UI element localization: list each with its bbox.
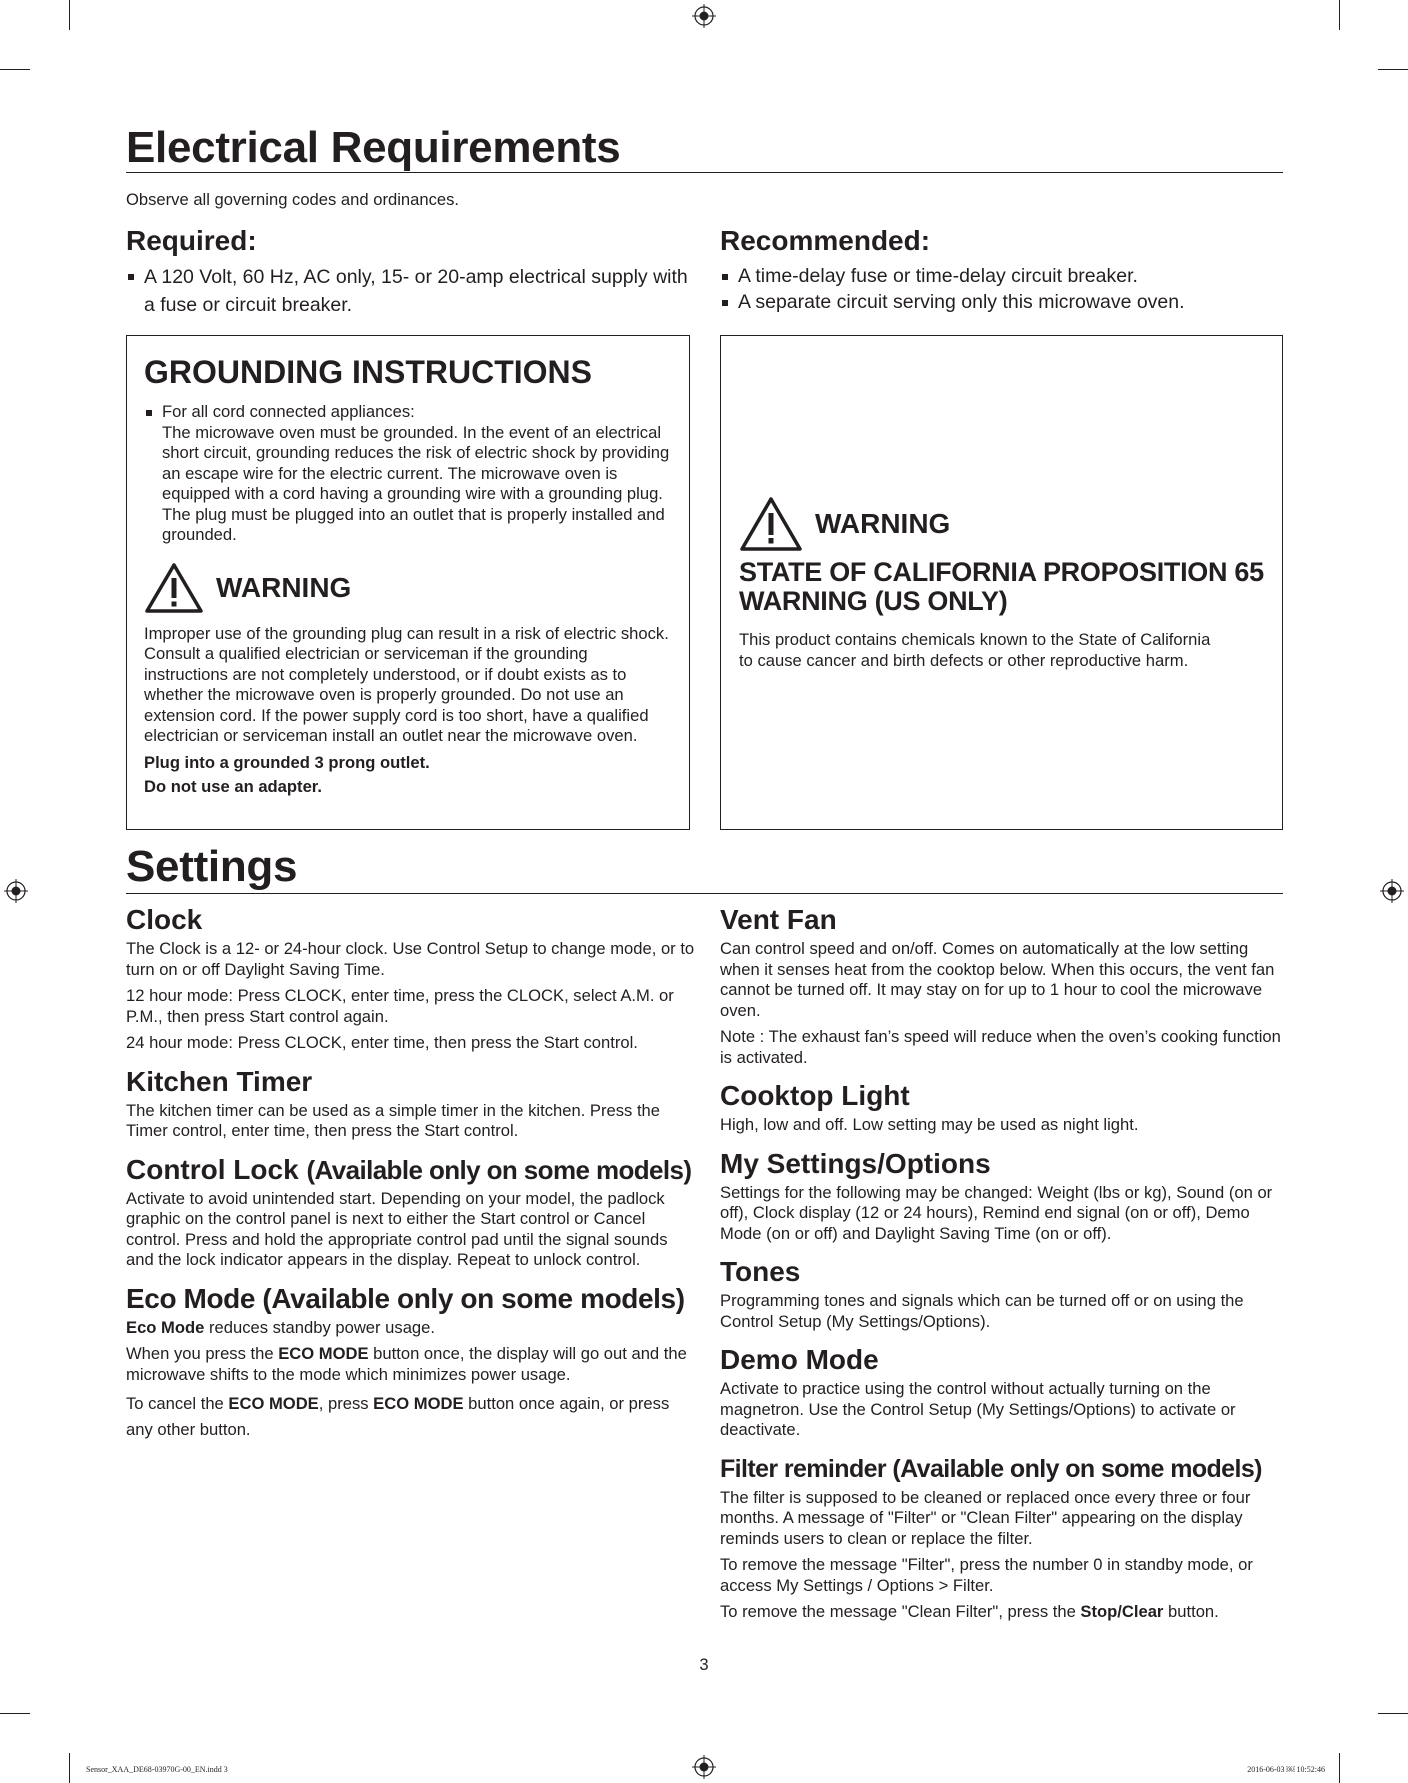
clock-text: 24 hour mode: Press CLOCK, enter time, then press the Start control. — [126, 1033, 638, 1052]
clock-heading: Clock — [126, 904, 203, 935]
registration-mark-icon — [692, 4, 716, 28]
vent-fan-text: Can control speed and on/off. Comes on automatically at the low setting when it senses heat from the cooktop below. When this occurs, the vent fan cannot be turned off. It may stay on for up to 1 hour to cool the microwave oven. — [720, 939, 1275, 1020]
prop65-heading: STATE OF CALIFORNIA PROPOSITION 65 WARNING (US ONLY) — [739, 557, 1264, 616]
crop-mark — [1378, 1713, 1408, 1714]
recommended-heading: Recommended: — [720, 225, 931, 256]
eco-mode-text — [126, 1344, 696, 1385]
eco-mode-bold: ECO MODE — [373, 1394, 464, 1413]
footer-file-name: Sensor_XAA_DE68-03970G-00_EN.indd 3 — [86, 1765, 228, 1774]
settings-right-column — [720, 904, 1285, 1629]
grounding-warning-text: Improper use of the grounding plug can result in a risk of electric shock. Consult a qualified electrician or serviceman if the grounding instructions are not completely understood, or if doubt exists as to whether the microwave oven is properly grounded. Do not use an extension cord. If the power supply cord is too short, have a qualified electrician or serviceman install an outlet near the microwave oven. — [144, 623, 669, 745]
crop-mark — [0, 69, 30, 70]
title-rule — [126, 172, 1283, 173]
prop65-text: This product contains chemicals known to the State of California to cause cancer and birth defects or other reproductive harm. — [739, 630, 1211, 670]
tones-heading: Tones — [720, 1256, 801, 1287]
eco-mode-bold: Eco Mode — [126, 1317, 205, 1337]
required-item: A 120 Volt, 60 Hz, AC only, 15- or 20-amp electrical supply with a fuse or circuit breaker. — [126, 263, 696, 319]
demo-mode-heading: Demo Mode — [720, 1344, 879, 1375]
filter-reminder-text-part: button. — [1163, 1602, 1219, 1621]
grounding-bullet-body: The microwave oven must be grounded. In the event of an electrical short circuit, grounding reduces the risk of electric shock by providing an escape wire for the electric current. The microwave oven is equipped with a cord having a grounding wire with a grounding plug. The plug must be plugged into an outlet that is properly installed and grounded. — [162, 422, 670, 544]
warning-label: WARNING — [216, 571, 352, 603]
filter-reminder-text: To remove the message "Filter", press the number 0 in standby mode, or access My Settings / Options > Filter. — [720, 1555, 1253, 1595]
eco-mode-bold: ECO MODE — [228, 1394, 319, 1413]
crop-mark — [69, 1753, 70, 1783]
eco-mode-heading: Eco Mode (Available only on some models) — [126, 1282, 685, 1314]
prop65-warning-label: WARNING — [815, 508, 951, 539]
my-settings-text: Settings for the following may be changed: Weight (lbs or kg), Sound (on or off), Clock display (12 or 24 hours), Remind end signal (on or off), Demo Mode (on or off) and Daylight Saving Time (on or off). — [720, 1182, 1273, 1243]
footer-timestamp: 2016-06-03 ￼ 10:52:46 — [1247, 1765, 1325, 1774]
crop-mark — [1339, 0, 1340, 30]
cooktop-light-heading: Cooktop Light — [720, 1080, 910, 1111]
crop-mark — [1339, 1753, 1340, 1783]
vent-fan-text: Note : The exhaust fan’s speed will reduce when the oven’s cooking function is activated. — [720, 1027, 1281, 1067]
grounding-bold-2: Do not use an adapter. — [144, 777, 322, 796]
registration-mark-icon — [692, 1755, 716, 1779]
settings-left-column — [126, 904, 696, 1449]
filter-reminder-text — [720, 1602, 1285, 1623]
eco-mode-text-part: button once, the display will go out and the microwave shifts to the mode which minimizes power usage. — [126, 1344, 687, 1384]
registration-mark-icon — [4, 879, 28, 903]
eco-mode-text-part: button once again, or press any other button. — [126, 1394, 670, 1439]
recommended-section — [720, 225, 1290, 315]
control-lock-heading-paren: (Available only on some models) — [306, 1154, 692, 1185]
control-lock-heading — [126, 1154, 696, 1186]
electrical-intro: Observe all governing codes and ordinances. — [126, 190, 460, 209]
crop-mark — [1378, 69, 1408, 70]
filter-reminder-heading: Filter reminder (Available only on some models) — [720, 1454, 1262, 1483]
eco-mode-bold: ECO MODE — [278, 1344, 369, 1363]
vent-fan-heading: Vent Fan — [720, 904, 837, 935]
grounding-title: GROUNDING INSTRUCTIONS — [144, 354, 592, 390]
prop65-warning-row — [739, 496, 1264, 552]
eco-mode-text — [126, 1391, 696, 1443]
recommended-item: A time-delay fuse or time-delay circuit breaker. — [720, 263, 1290, 289]
eco-mode-text-part: To cancel the — [126, 1394, 229, 1413]
my-settings-heading: My Settings/Options — [720, 1147, 991, 1179]
cooktop-light-text: High, low and off. Low setting may be used as night light. — [720, 1115, 1139, 1134]
grounding-box — [126, 335, 690, 830]
warning-triangle-icon — [739, 496, 803, 552]
clock-text: 12 hour mode: Press CLOCK, enter time, press the CLOCK, select A.M. or P.M., then press Start control again. — [126, 986, 674, 1026]
page-title: Electrical Requirements — [126, 123, 621, 172]
page-number: 3 — [699, 1655, 709, 1674]
recommended-item: A separate circuit serving only this microwave oven. — [720, 289, 1290, 315]
required-heading: Required: — [126, 225, 257, 256]
filter-reminder-text: The filter is supposed to be cleaned or replaced once every three or four months. A message of "Filter" or "Clean Filter" appearing on the display reminds users to clean or replace the filter. — [720, 1487, 1251, 1548]
grounding-bullet-head: For all cord connected appliances: — [162, 402, 415, 421]
demo-mode-text: Activate to practice using the control without actually turning on the magnetron. Use the Control Setup (My Settings/Options) to activate or deactivate. — [720, 1379, 1236, 1439]
crop-mark — [69, 0, 70, 30]
eco-mode-text — [126, 1318, 696, 1339]
filter-reminder-bold: Stop/Clear — [1080, 1602, 1164, 1621]
control-lock-text: Activate to avoid unintended start. Depending on your model, the padlock graphic on the control panel is next to either the Start control or Cancel control. Press and hold the appropriate control pad until the signal sounds and the lock indicator appears in the display. Repeat to unlock control. — [126, 1188, 668, 1269]
eco-mode-text-part: , press — [318, 1394, 374, 1413]
prop65-box — [720, 335, 1283, 830]
required-section — [126, 225, 696, 319]
filter-reminder-text-part: To remove the message "Clean Filter", press the — [720, 1602, 1081, 1621]
grounding-bullet — [144, 402, 672, 546]
settings-rule — [126, 893, 1283, 894]
grounding-bold-1: Plug into a grounded 3 prong outlet. — [144, 752, 430, 772]
registration-mark-icon — [1380, 879, 1404, 903]
clock-text: The Clock is a 12- or 24-hour clock. Use Control Setup to change mode, or to turn on or off Daylight Saving Time. — [126, 939, 695, 979]
grounding-warning-row — [144, 562, 672, 614]
kitchen-timer-heading: Kitchen Timer — [126, 1065, 313, 1097]
warning-triangle-icon — [144, 562, 204, 614]
control-lock-heading-main: Control Lock — [126, 1153, 299, 1185]
kitchen-timer-text: The kitchen timer can be used as a simple timer in the kitchen. Press the Timer control, enter time, then press the Start control. — [126, 1100, 661, 1140]
settings-title: Settings — [126, 842, 298, 891]
crop-mark — [0, 1713, 30, 1714]
eco-mode-text-part: reduces standby power usage. — [204, 1317, 435, 1337]
tones-text: Programming tones and signals which can be turned off or on using the Control Setup (My Settings/Options). — [720, 1291, 1244, 1331]
eco-mode-text-part: When you press the — [126, 1344, 279, 1363]
